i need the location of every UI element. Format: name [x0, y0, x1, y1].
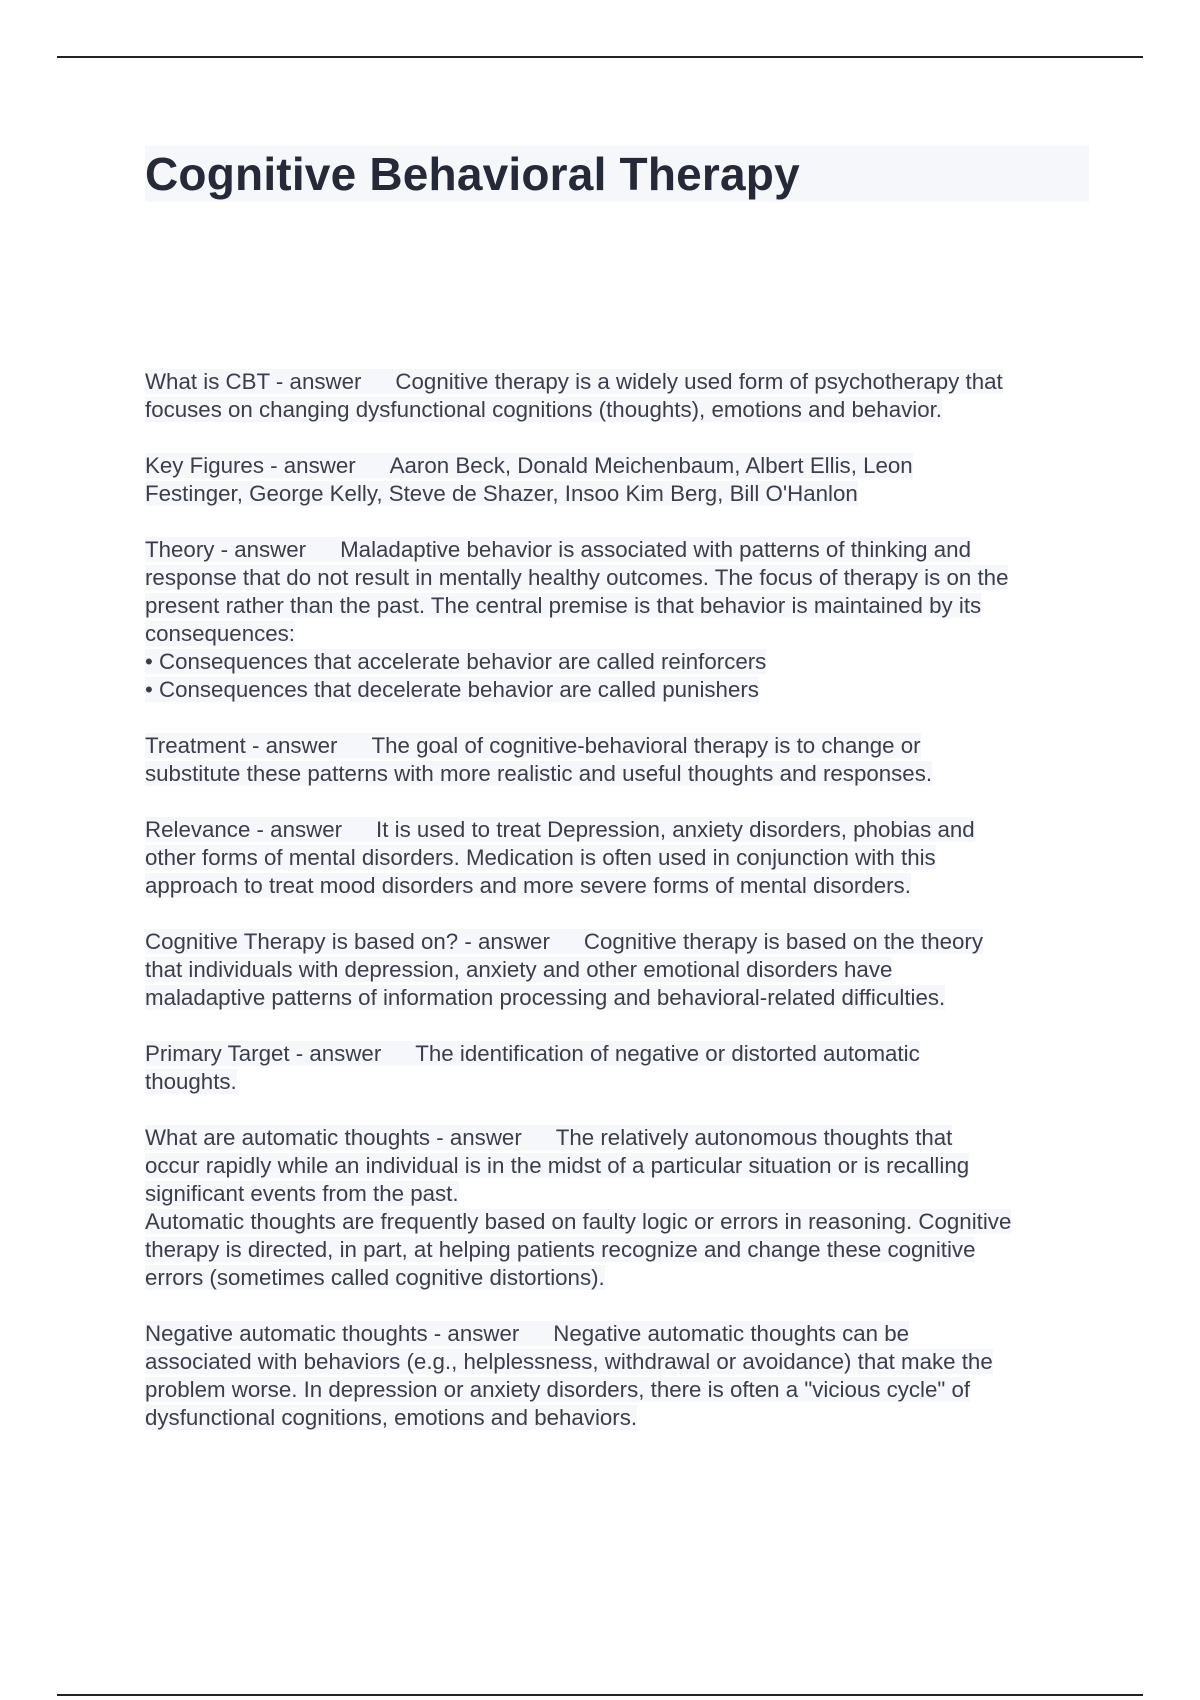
question-label: Treatment - answer [145, 733, 338, 758]
qa-line [145, 536, 1090, 564]
qa-line [145, 928, 1090, 956]
qa-line [145, 1264, 1090, 1292]
qa-line [145, 396, 1090, 424]
top-divider [57, 56, 1143, 58]
answer-text: other forms of mental disorders. Medication is often used in conjunction with this [145, 845, 936, 870]
answer-text: response that do not result in mentally healthy outcomes. The focus of therapy is on the [145, 565, 1009, 590]
qa-line [145, 648, 1090, 676]
qa-line [145, 956, 1090, 984]
answer-text: Automatic thoughts are frequently based on faulty logic or errors in reasoning. Cognitive [145, 1209, 1012, 1234]
answer-text: Cognitive therapy is based on the theory [583, 929, 983, 954]
document-title: Cognitive Behavioral Therapy [145, 148, 800, 200]
qa-line [145, 1348, 1090, 1376]
answer-text: substitute these patterns with more realistic and useful thoughts and responses. [145, 761, 933, 786]
answer-text: Festinger, George Kelly, Steve de Shazer, Insoo Kim Berg, Bill O'Hanlon [145, 481, 858, 506]
qa-line [145, 1040, 1090, 1068]
answer-text: The identification of negative or distorted automatic [415, 1041, 920, 1066]
answer-text: errors (sometimes called cognitive distortions). [145, 1265, 605, 1290]
answer-text: It is used to treat Depression, anxiety disorders, phobias and [376, 817, 975, 842]
qa-line [145, 732, 1090, 760]
answer-text: dysfunctional cognitions, emotions and behaviors. [145, 1405, 638, 1430]
question-label: Theory - answer [145, 537, 307, 562]
qa-line [145, 1124, 1090, 1152]
qa-line [145, 1152, 1090, 1180]
qa-line [145, 1236, 1090, 1264]
qa-line [145, 452, 1090, 480]
qa-entry [145, 1040, 1090, 1096]
qa-entry [145, 452, 1090, 508]
question-label: Relevance - answer [145, 817, 343, 842]
qa-line [145, 844, 1090, 872]
answer-text: focuses on changing dysfunctional cognitions (thoughts), emotions and behavior. [145, 397, 943, 422]
qa-line [145, 564, 1090, 592]
bottom-divider [57, 1694, 1143, 1696]
question-label: Primary Target - answer [145, 1041, 382, 1066]
qa-entry [145, 368, 1090, 424]
answer-text: therapy is directed, in part, at helping patients recognize and change these cognitive [145, 1237, 976, 1262]
title-block [145, 146, 1089, 202]
question-label: What is CBT - answer [145, 369, 362, 394]
qa-line [145, 1376, 1090, 1404]
qa-line [145, 592, 1090, 620]
qa-line [145, 816, 1090, 844]
question-label: Cognitive Therapy is based on? - answer [145, 929, 550, 954]
answer-text: occur rapidly while an individual is in the midst of a particular situation or is recalling [145, 1153, 970, 1178]
qa-entry [145, 732, 1090, 788]
answer-text: • Consequences that accelerate behavior are called reinforcers [145, 649, 767, 674]
answer-text: problem worse. In depression or anxiety disorders, there is often a "vicious cycle" of [145, 1377, 971, 1402]
qa-line [145, 620, 1090, 648]
answer-text: The goal of cognitive-behavioral therapy is to change or [371, 733, 921, 758]
answer-text: associated with behaviors (e.g., helplessness, withdrawal or avoidance) that make the [145, 1349, 993, 1374]
qa-line [145, 1180, 1090, 1208]
qa-entry [145, 816, 1090, 900]
qa-line [145, 872, 1090, 900]
qa-line [145, 676, 1090, 704]
qa-entry [145, 928, 1090, 1012]
qa-line [145, 1320, 1090, 1348]
answer-text: Negative automatic thoughts can be [553, 1321, 910, 1346]
answer-text: The relatively autonomous thoughts that [555, 1125, 953, 1150]
answer-text: thoughts. [145, 1069, 237, 1094]
qa-line [145, 1068, 1090, 1096]
answer-text: significant events from the past. [145, 1181, 459, 1206]
question-label: What are automatic thoughts - answer [145, 1125, 522, 1150]
answer-text: maladaptive patterns of information processing and behavioral-related difficulties. [145, 985, 946, 1010]
answer-text: • Consequences that decelerate behavior are called punishers [145, 677, 759, 702]
answer-text: that individuals with depression, anxiety and other emotional disorders have [145, 957, 893, 982]
qa-line [145, 480, 1090, 508]
qa-entry [145, 1320, 1090, 1432]
answer-text: consequences: [145, 621, 295, 646]
qa-line [145, 984, 1090, 1012]
answer-text: Aaron Beck, Donald Meichenbaum, Albert Ellis, Leon [389, 453, 913, 478]
qa-line [145, 368, 1090, 396]
question-label: Key Figures - answer [145, 453, 356, 478]
answer-text: Cognitive therapy is a widely used form of psychotherapy that [395, 369, 1003, 394]
qa-line [145, 760, 1090, 788]
qa-line [145, 1404, 1090, 1432]
answer-text: approach to treat mood disorders and more severe forms of mental disorders. [145, 873, 911, 898]
answer-text: present rather than the past. The central premise is that behavior is maintained by its [145, 593, 982, 618]
qa-entry [145, 1124, 1090, 1292]
answer-text: Maladaptive behavior is associated with patterns of thinking and [340, 537, 971, 562]
qa-line [145, 1208, 1090, 1236]
qa-entry [145, 536, 1090, 704]
question-label: Negative automatic thoughts - answer [145, 1321, 520, 1346]
qa-list [145, 368, 1090, 1460]
